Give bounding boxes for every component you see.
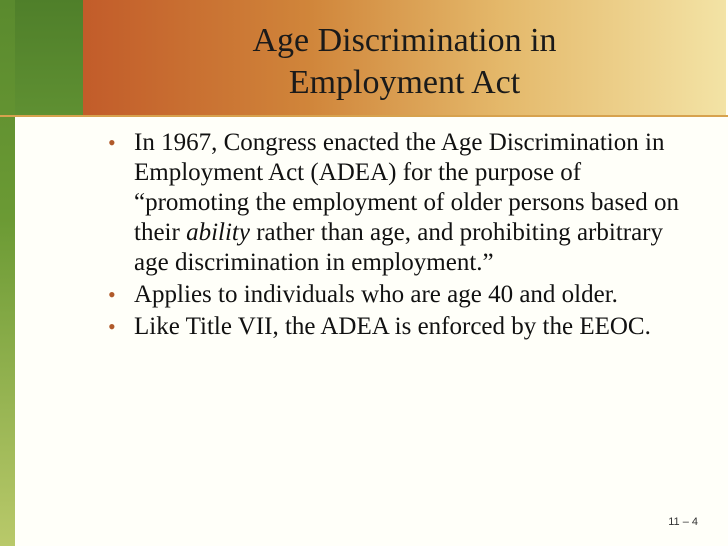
slide-title (83, 20, 726, 104)
bullet-item-age-40 (108, 280, 698, 310)
bullet-icon: • (108, 282, 116, 307)
bullet-text: Like Title VII, the ADEA is enforced by the EEOC. (134, 313, 651, 340)
bullet-text-part-1: In 1967, Congress enacted the Age Discrimination in Employment Act (ADEA) for the purpose of “promoting the employment of older persons based on their (134, 129, 680, 246)
slide-title-line-1: Age Discrimination in (252, 22, 557, 59)
bullet-icon: • (108, 130, 116, 155)
bullet-text-emphasis: ability (186, 219, 250, 246)
bullet-item-eeoc (108, 312, 698, 342)
title-left-block (15, 0, 83, 116)
bullet-item-adea-history (108, 128, 698, 278)
bullet-icon: • (108, 314, 116, 339)
slide-title-line-2: Employment Act (288, 64, 521, 101)
title-divider (0, 115, 728, 117)
left-accent-bar (0, 0, 15, 546)
slide-number: 11 – 4 (668, 516, 698, 528)
bullet-list (108, 128, 698, 344)
bullet-text: Applies to individuals who are age 40 and older. (134, 281, 618, 308)
bullet-text-part-2: rather than age, and prohibiting arbitrary age discrimination in employment.” (134, 219, 664, 276)
